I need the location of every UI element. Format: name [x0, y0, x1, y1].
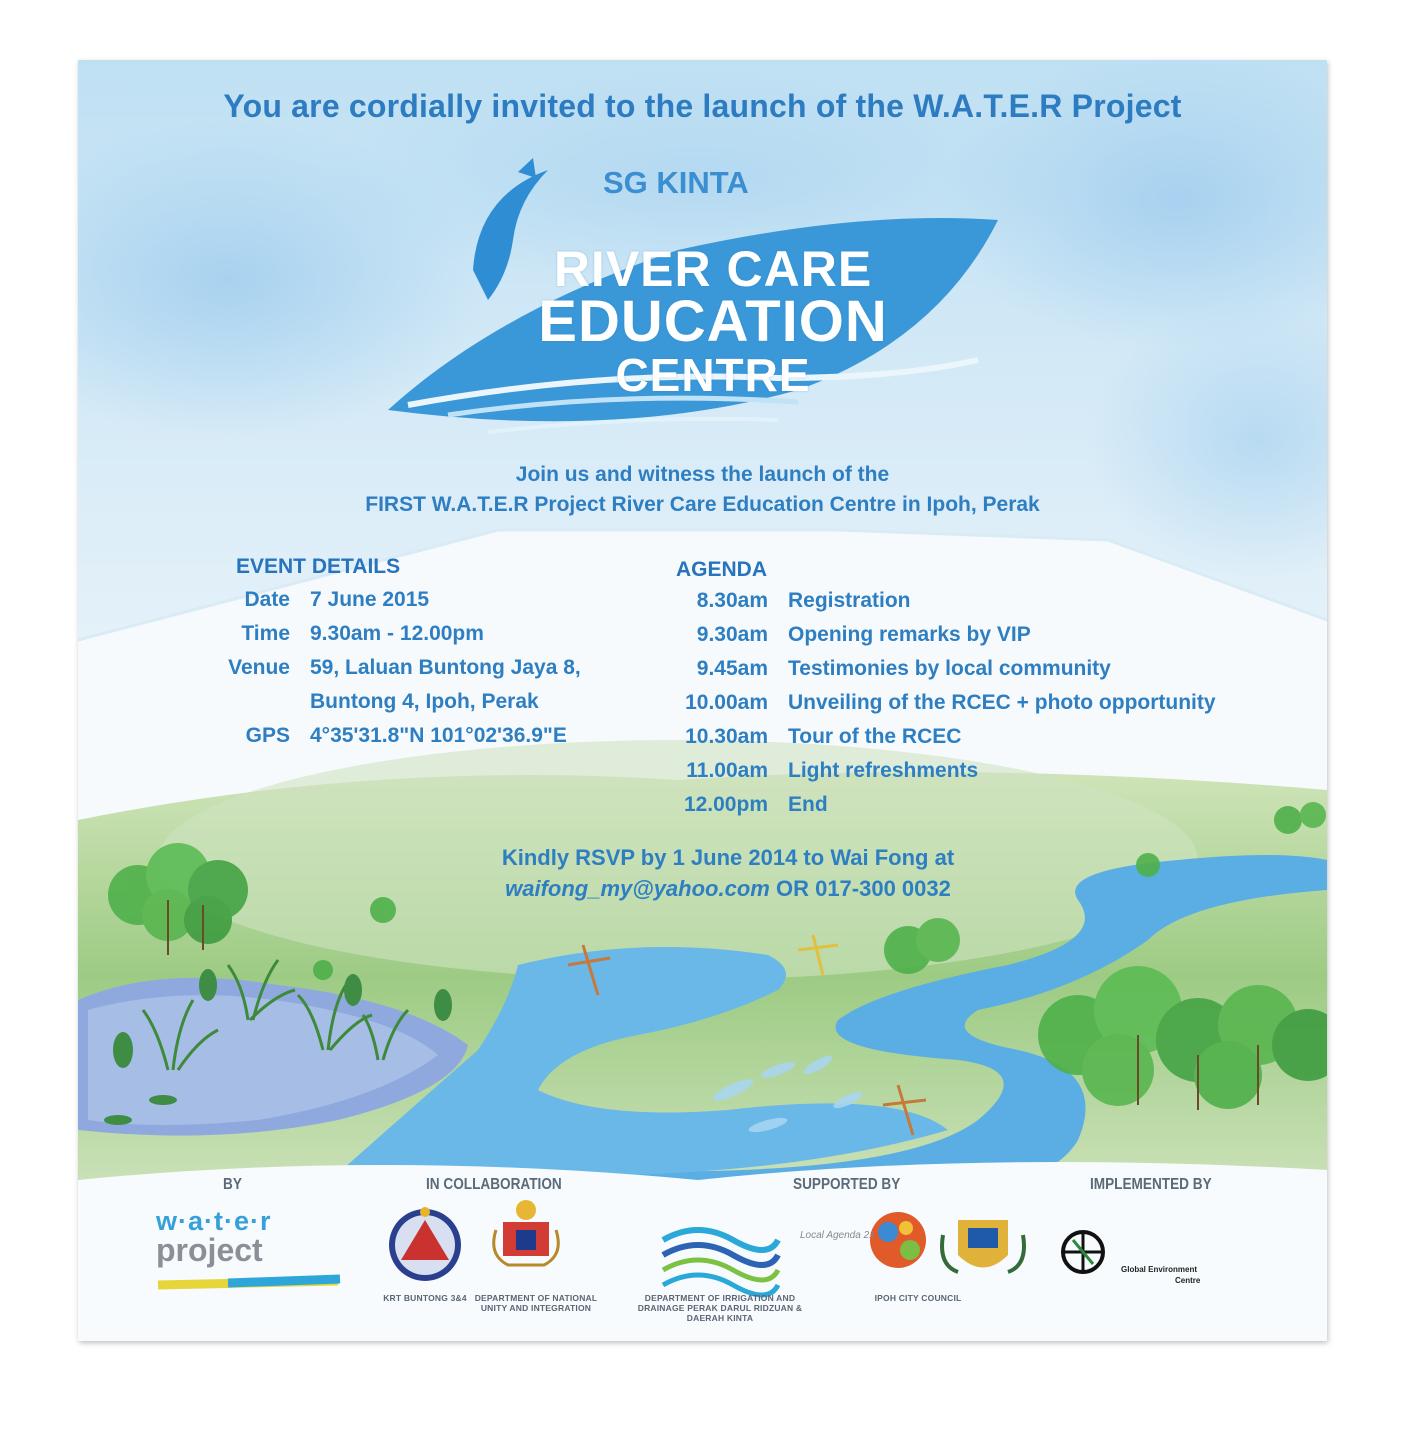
rsvp-phone[interactable]: 017-300 0032 [815, 876, 951, 901]
logo-sg-kinta: SG KINTA [603, 165, 749, 200]
water-logo-top: w·a·t·e·r [156, 1206, 272, 1236]
agenda-row: 8.30am Registration [696, 589, 911, 612]
agenda [648, 558, 1327, 822]
rsvp-email-link[interactable]: waifong_my@yahoo.com [505, 876, 770, 901]
rsvp-or: OR [769, 876, 816, 901]
did-label-3: DAERAH KINTA [686, 1313, 754, 1323]
credit-by: BY [223, 1176, 242, 1193]
agenda-row: 12.00pm End [683, 793, 828, 816]
logo-centre: CENTRE [615, 349, 811, 401]
logo-education: EDUCATION [538, 289, 888, 354]
did-label-1: DEPARTMENT OF IRRIGATION AND [644, 1293, 796, 1303]
event-details [208, 555, 648, 753]
agenda-row: 9.30am Opening remarks by VIP [696, 623, 1031, 646]
local-agenda-label: Local Agenda 21 [800, 1230, 875, 1241]
invite-heading: You are cordially invited to the launch of the W.A.T.E.R Project [223, 88, 1182, 124]
agenda-row: 10.30am Tour of the RCEC [685, 725, 962, 748]
ipoh-label: IPOH CITY COUNCIL [874, 1293, 962, 1303]
credit-implemented: IMPLEMENTED BY [1090, 1176, 1212, 1193]
rsvp-contact [278, 876, 1178, 902]
did-label-2: DRAINAGE PERAK DARUL RIDZUAN & [637, 1303, 803, 1313]
credit-collaboration: IN COLLABORATION [426, 1176, 562, 1193]
krt-label: KRT BUNTONG 3&4 [383, 1293, 467, 1303]
gec-label-1: Global Environment [1121, 1265, 1198, 1274]
agenda-row: 9.45am Testimonies by local community [696, 657, 1111, 680]
rsvp-line: Kindly RSVP by 1 June 2014 to Wai Fong at [501, 845, 955, 870]
agenda-row: 10.00am Unveiling of the RCEC + photo opportunity [685, 691, 1216, 714]
unity-label-2: UNITY AND INTEGRATION [480, 1303, 592, 1313]
detail-row: Date 7 June 2015 [244, 588, 430, 611]
detail-row: GPS 4°35'31.8"N 101°02'36.9"E [245, 724, 567, 747]
event-details-title: EVENT DETAILS [236, 555, 401, 578]
gec-label-2: Centre [1175, 1276, 1201, 1285]
global-environment-centre-logo [1063, 1232, 1103, 1272]
agenda-row: 11.00am Light refreshments [686, 759, 979, 782]
logo-river-care: RIVER CARE [553, 241, 873, 297]
invitation-card [78, 60, 1327, 1341]
water-logo-bottom: project [156, 1232, 263, 1268]
detail-row: Buntong 4, Ipoh, Perak [310, 690, 539, 713]
credit-supported: SUPPORTED BY [793, 1176, 901, 1193]
local-agenda-21-logo [870, 1212, 926, 1268]
join-line-2: FIRST W.A.T.E.R Project River Care Education Centre in Ipoh, Perak [365, 493, 1040, 516]
detail-row: Time 9.30am - 12.00pm [241, 622, 484, 645]
unity-label-1: DEPARTMENT OF NATIONAL [474, 1293, 598, 1303]
join-line-1: Join us and witness the launch of the [515, 463, 890, 486]
detail-row: Venue 59, Laluan Buntong Jaya 8, [228, 656, 581, 679]
agenda-title: AGENDA [676, 558, 768, 581]
